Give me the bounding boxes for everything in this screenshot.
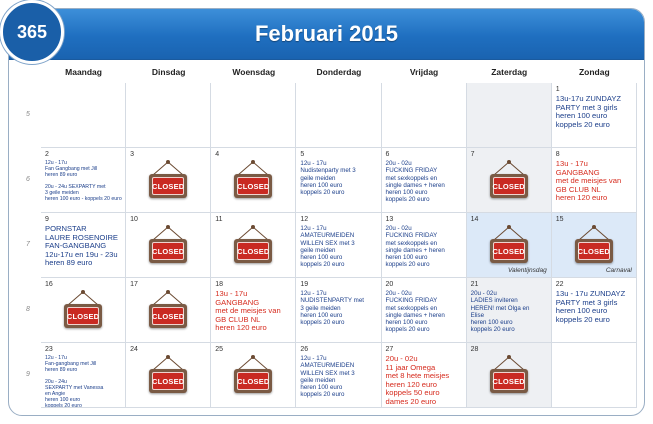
- day-name: Dinsdag: [151, 67, 186, 77]
- event-line: heren 100 euro: [300, 181, 343, 189]
- calendar-frame: [8, 8, 645, 416]
- sign-board: [149, 239, 187, 263]
- event-line: heren 120 euro: [215, 323, 267, 332]
- sign-board: [234, 369, 272, 393]
- event-line: koppels 20 euro: [45, 403, 82, 408]
- event-line: heren 120 euro: [555, 193, 608, 202]
- event-line: 20u - 24u SEXPARTY met: [45, 184, 106, 190]
- closed-label: CLOSED: [152, 177, 184, 195]
- day-name: Woensdag: [232, 67, 276, 77]
- day-cell[interactable]: [211, 83, 296, 148]
- sign-hook: [507, 225, 511, 229]
- event-line: 20u - 02u: [470, 290, 497, 297]
- sign-board: [64, 304, 102, 328]
- closed-sign-icon: [147, 355, 189, 395]
- closed-sign-icon: [232, 225, 274, 265]
- sign-board: [149, 369, 187, 393]
- event-line: koppels 20 euro: [300, 319, 345, 327]
- event-line: 12u - 17u: [300, 290, 327, 297]
- event-line: Fan Gangbang met Jill: [45, 166, 98, 172]
- event-text: [300, 225, 377, 269]
- event-line: single dames + heren: [385, 181, 445, 189]
- event-line: AMATEURMEIDEN: [300, 232, 355, 240]
- closed-sign-icon: [62, 290, 104, 330]
- week-row: [26, 148, 637, 213]
- event-line: single dames + heren: [385, 311, 445, 319]
- event-line: geile meiden: [300, 246, 336, 254]
- event-line: koppels 20 euro: [385, 326, 430, 334]
- event-line: 12u - 17u: [300, 225, 327, 232]
- day-cell[interactable]: [467, 278, 552, 343]
- event-line: geile meiden: [300, 174, 336, 182]
- event-text: [556, 290, 633, 324]
- event-line: 12u - 17u: [45, 160, 67, 166]
- week-row: [26, 213, 637, 278]
- event-line: koppels 20 euro: [385, 261, 430, 269]
- event-line: SEXPARTY met Vanessa: [45, 385, 104, 391]
- event-line: met sexkoppels en: [385, 174, 438, 182]
- event-line: koppels 50 euro: [385, 388, 440, 397]
- day-cell[interactable]: [467, 148, 552, 213]
- closed-sign-icon: [147, 290, 189, 330]
- event-line: met de meisjes van: [555, 176, 622, 185]
- closed-sign-icon: [488, 225, 530, 265]
- week-row: [26, 343, 637, 408]
- day-cell[interactable]: [211, 148, 296, 213]
- event-line: koppels 20 euro: [470, 326, 515, 334]
- week-number: 9: [26, 371, 30, 378]
- day-cell[interactable]: [211, 278, 296, 343]
- event-text: [386, 355, 463, 406]
- closed-label: CLOSED: [152, 242, 184, 260]
- day-number: 16: [45, 281, 53, 288]
- event-line: dames 20 euro: [385, 396, 437, 406]
- day-number: 15: [555, 216, 564, 223]
- event-line: LAURE ROSENOIRE: [45, 232, 119, 242]
- event-line: 11 jaar Omega: [385, 362, 436, 372]
- day-cell[interactable]: [382, 148, 467, 213]
- sign-hook: [507, 160, 511, 164]
- day-cell[interactable]: [296, 83, 381, 148]
- event-text: [386, 160, 463, 204]
- closed-label: CLOSED: [578, 242, 610, 260]
- event-line: FUCKING FRIDAY: [385, 232, 438, 240]
- event-text: [471, 290, 548, 334]
- event-line: 12u - 17u: [300, 160, 327, 167]
- day-cell[interactable]: [126, 278, 211, 343]
- day-name: Maandag: [65, 67, 102, 77]
- day-number: 21: [470, 281, 479, 288]
- day-cell[interactable]: [552, 148, 637, 213]
- holiday-note: Valentijnsdag: [507, 267, 547, 274]
- event-line: GANGBANG: [555, 167, 600, 177]
- event-line: GANGBANG: [215, 297, 260, 307]
- event-line: heren 100 euro: [385, 319, 428, 327]
- week-row: [26, 278, 637, 343]
- day-cell[interactable]: [41, 83, 126, 148]
- closed-sign-icon: [488, 355, 530, 395]
- day-number: 5: [300, 151, 305, 158]
- day-number: 17: [130, 281, 138, 288]
- event-line: koppels 20 euro: [300, 189, 345, 197]
- logo-365: 365: [0, 0, 64, 64]
- closed-label: CLOSED: [237, 177, 269, 195]
- closed-label: CLOSED: [493, 372, 525, 390]
- week-number: 7: [26, 241, 30, 248]
- day-cell[interactable]: [41, 278, 126, 343]
- event-text: [556, 95, 633, 129]
- event-line: heren 100 euro: [385, 254, 428, 262]
- closed-label: CLOSED: [152, 307, 184, 325]
- week-number: 8: [26, 306, 30, 313]
- day-cell[interactable]: [41, 148, 126, 213]
- event-text: [45, 160, 122, 202]
- day-number: 23: [45, 346, 53, 353]
- sign-board: [490, 174, 528, 198]
- day-cell[interactable]: [126, 213, 211, 278]
- event-line: koppels 20 euro: [300, 391, 345, 399]
- event-line: NUDISTENPARTY met: [300, 297, 364, 305]
- event-line: heren 89 euro: [45, 172, 78, 178]
- event-line: heren 100 euro: [470, 319, 513, 327]
- day-cell[interactable]: [296, 278, 381, 343]
- day-cell[interactable]: [552, 343, 637, 408]
- event-line: koppels 20 euro: [300, 261, 345, 269]
- closed-sign-icon: [488, 160, 530, 200]
- day-cell[interactable]: [467, 343, 552, 408]
- closed-sign-icon: [232, 160, 274, 200]
- event-line: HEREN! met Olga en: [470, 304, 530, 312]
- event-line: koppels 20 euro: [385, 196, 430, 204]
- sign-board: [575, 239, 613, 263]
- event-line: 3 geile meiden: [300, 304, 341, 312]
- event-line: geile meiden: [300, 376, 336, 384]
- day-number: 26: [300, 346, 309, 353]
- event-line: PORNSTAR: [45, 224, 87, 233]
- day-cell[interactable]: [41, 343, 126, 408]
- event-line: koppels 20 euro: [555, 119, 610, 129]
- event-line: PARTY met 3 girls: [555, 102, 618, 112]
- day-cell[interactable]: [296, 148, 381, 213]
- sign-board: [234, 174, 272, 198]
- event-line: 12u-17u en 19u - 23u: [45, 249, 118, 259]
- event-line: 20u - 24u: [45, 379, 67, 385]
- day-number: 27: [385, 346, 394, 353]
- day-cell[interactable]: [552, 83, 637, 148]
- week-number: 5: [26, 111, 30, 118]
- day-names-row: [41, 67, 637, 83]
- day-number: 7: [470, 151, 475, 158]
- day-cell[interactable]: [41, 213, 126, 278]
- event-line: 13u-17u ZUNDAYZ: [555, 94, 622, 103]
- event-text: [300, 160, 377, 196]
- day-name: Zondag: [578, 67, 610, 77]
- event-line: 12u - 17u: [300, 355, 327, 362]
- day-number: 4: [215, 151, 220, 158]
- event-line: PARTY met 3 girls: [555, 297, 618, 307]
- day-number: 28: [470, 346, 479, 353]
- event-line: en Angie: [45, 391, 66, 397]
- day-cell[interactable]: [126, 83, 211, 148]
- day-cell[interactable]: [382, 343, 467, 408]
- event-line: heren 100 euro: [45, 397, 81, 403]
- sign-board: [490, 369, 528, 393]
- closed-label: CLOSED: [237, 372, 269, 390]
- event-line: heren 100 euro: [300, 384, 343, 392]
- event-line: 3 geile meiden: [45, 190, 79, 196]
- calendar-header: [9, 9, 644, 60]
- event-line: 12u - 17u: [45, 355, 67, 361]
- event-text: [386, 225, 463, 269]
- event-line: FUCKING FRIDAY: [385, 167, 438, 175]
- closed-sign-icon: [147, 160, 189, 200]
- day-number: 1: [555, 86, 560, 93]
- week-row: [26, 83, 637, 148]
- day-cell[interactable]: [382, 213, 467, 278]
- event-line: GB CLUB NL: [215, 314, 261, 324]
- sign-board: [149, 174, 187, 198]
- day-name: Zaterdag: [491, 67, 528, 77]
- event-line: FUCKING FRIDAY: [385, 297, 438, 305]
- event-line: koppels 20 euro: [555, 314, 610, 324]
- event-line: 20u - 02u: [385, 160, 412, 167]
- event-line: met sexkoppels en: [385, 239, 438, 247]
- event-line: 20u - 02u: [385, 290, 412, 297]
- event-line: heren 100 euro: [300, 254, 343, 262]
- day-cell[interactable]: [467, 213, 552, 278]
- day-cell[interactable]: [552, 278, 637, 343]
- day-name: Vrijdag: [409, 67, 439, 77]
- event-line: met de meisjes van: [215, 306, 281, 315]
- closed-sign-icon: [573, 225, 615, 265]
- event-line: Elise: [470, 311, 485, 319]
- event-text: [386, 290, 463, 334]
- event-line: 13u - 17u: [215, 289, 248, 298]
- day-cell[interactable]: [467, 83, 552, 148]
- day-cell[interactable]: [296, 343, 381, 408]
- sign-board: [234, 239, 272, 263]
- event-line: LADIES inviteren: [470, 297, 518, 305]
- event-line: heren 100 euro: [555, 306, 608, 315]
- closed-label: CLOSED: [237, 242, 269, 260]
- closed-label: CLOSED: [152, 372, 184, 390]
- day-number: 11: [215, 216, 223, 223]
- day-number: 24: [130, 346, 138, 353]
- day-name: Donderdag: [316, 67, 362, 77]
- event-line: 13u - 17u: [555, 159, 588, 168]
- event-text: [300, 355, 377, 399]
- closed-label: CLOSED: [493, 177, 525, 195]
- day-number: 20: [385, 281, 394, 288]
- day-number: 12: [300, 216, 309, 223]
- event-text: [215, 290, 292, 333]
- event-line: heren 100 euro: [555, 111, 608, 120]
- day-number: 3: [130, 151, 135, 158]
- day-cell[interactable]: [382, 278, 467, 343]
- event-line: GB CLUB NL: [555, 184, 601, 194]
- day-cell[interactable]: [296, 213, 381, 278]
- day-cell[interactable]: [211, 213, 296, 278]
- event-line: WILLEN SEX met 3: [300, 369, 355, 377]
- day-number: 9: [45, 216, 49, 223]
- day-number: 10: [130, 216, 138, 223]
- sign-board: [490, 239, 528, 263]
- day-cell[interactable]: [126, 148, 211, 213]
- sign-hook: [592, 225, 596, 229]
- event-line: 13u - 17u ZUNDAYZ: [555, 289, 626, 298]
- day-number: 13: [385, 216, 394, 223]
- day-cell[interactable]: [211, 343, 296, 408]
- day-number: 18: [215, 281, 224, 288]
- day-number: 8: [555, 151, 560, 158]
- day-number: 6: [385, 151, 390, 158]
- event-line: Fan-gangbang met Jill: [45, 361, 97, 367]
- event-text: [556, 160, 633, 203]
- closed-label: CLOSED: [67, 307, 99, 325]
- sign-hook: [507, 355, 511, 359]
- event-line: heren 100 euro - koppels 20 euro: [45, 196, 122, 202]
- event-line: AMATEURMEIDEN: [300, 362, 355, 370]
- day-cell[interactable]: [382, 83, 467, 148]
- event-line: heren 100 euro: [385, 189, 428, 197]
- event-text: [300, 290, 377, 326]
- day-number: 14: [470, 216, 479, 223]
- event-line: heren 89 euro: [45, 258, 93, 267]
- event-line: heren 120 euro: [385, 379, 438, 389]
- day-cell[interactable]: [552, 213, 637, 278]
- event-text: [45, 355, 122, 408]
- day-number: 22: [555, 281, 564, 288]
- week-number: 6: [26, 176, 30, 183]
- closed-sign-icon: [232, 355, 274, 395]
- sign-board: [149, 304, 187, 328]
- day-cell[interactable]: [126, 343, 211, 408]
- day-number: 25: [215, 346, 224, 353]
- event-line: met sexkoppels en: [385, 304, 438, 312]
- holiday-note: Carnaval: [605, 267, 632, 274]
- event-line: 20u - 02u: [385, 225, 412, 232]
- event-line: met 8 hete meisjes: [385, 371, 450, 380]
- closed-sign-icon: [147, 225, 189, 265]
- day-number: 19: [300, 281, 309, 288]
- event-line: WILLEN SEX met 3: [300, 239, 355, 247]
- day-number: 2: [45, 151, 49, 158]
- event-line: heren 89 euro: [45, 367, 78, 373]
- event-line: Nudistenparty met 3: [300, 167, 356, 175]
- event-line: heren 100 euro: [300, 311, 343, 319]
- closed-label: CLOSED: [493, 242, 525, 260]
- event-line: 20u - 02u: [385, 354, 418, 363]
- event-line: single dames + heren: [385, 246, 445, 254]
- event-line: FAN-GANGBANG: [45, 241, 107, 250]
- event-text: [45, 225, 122, 268]
- month-title: Februari 2015: [254, 21, 399, 46]
